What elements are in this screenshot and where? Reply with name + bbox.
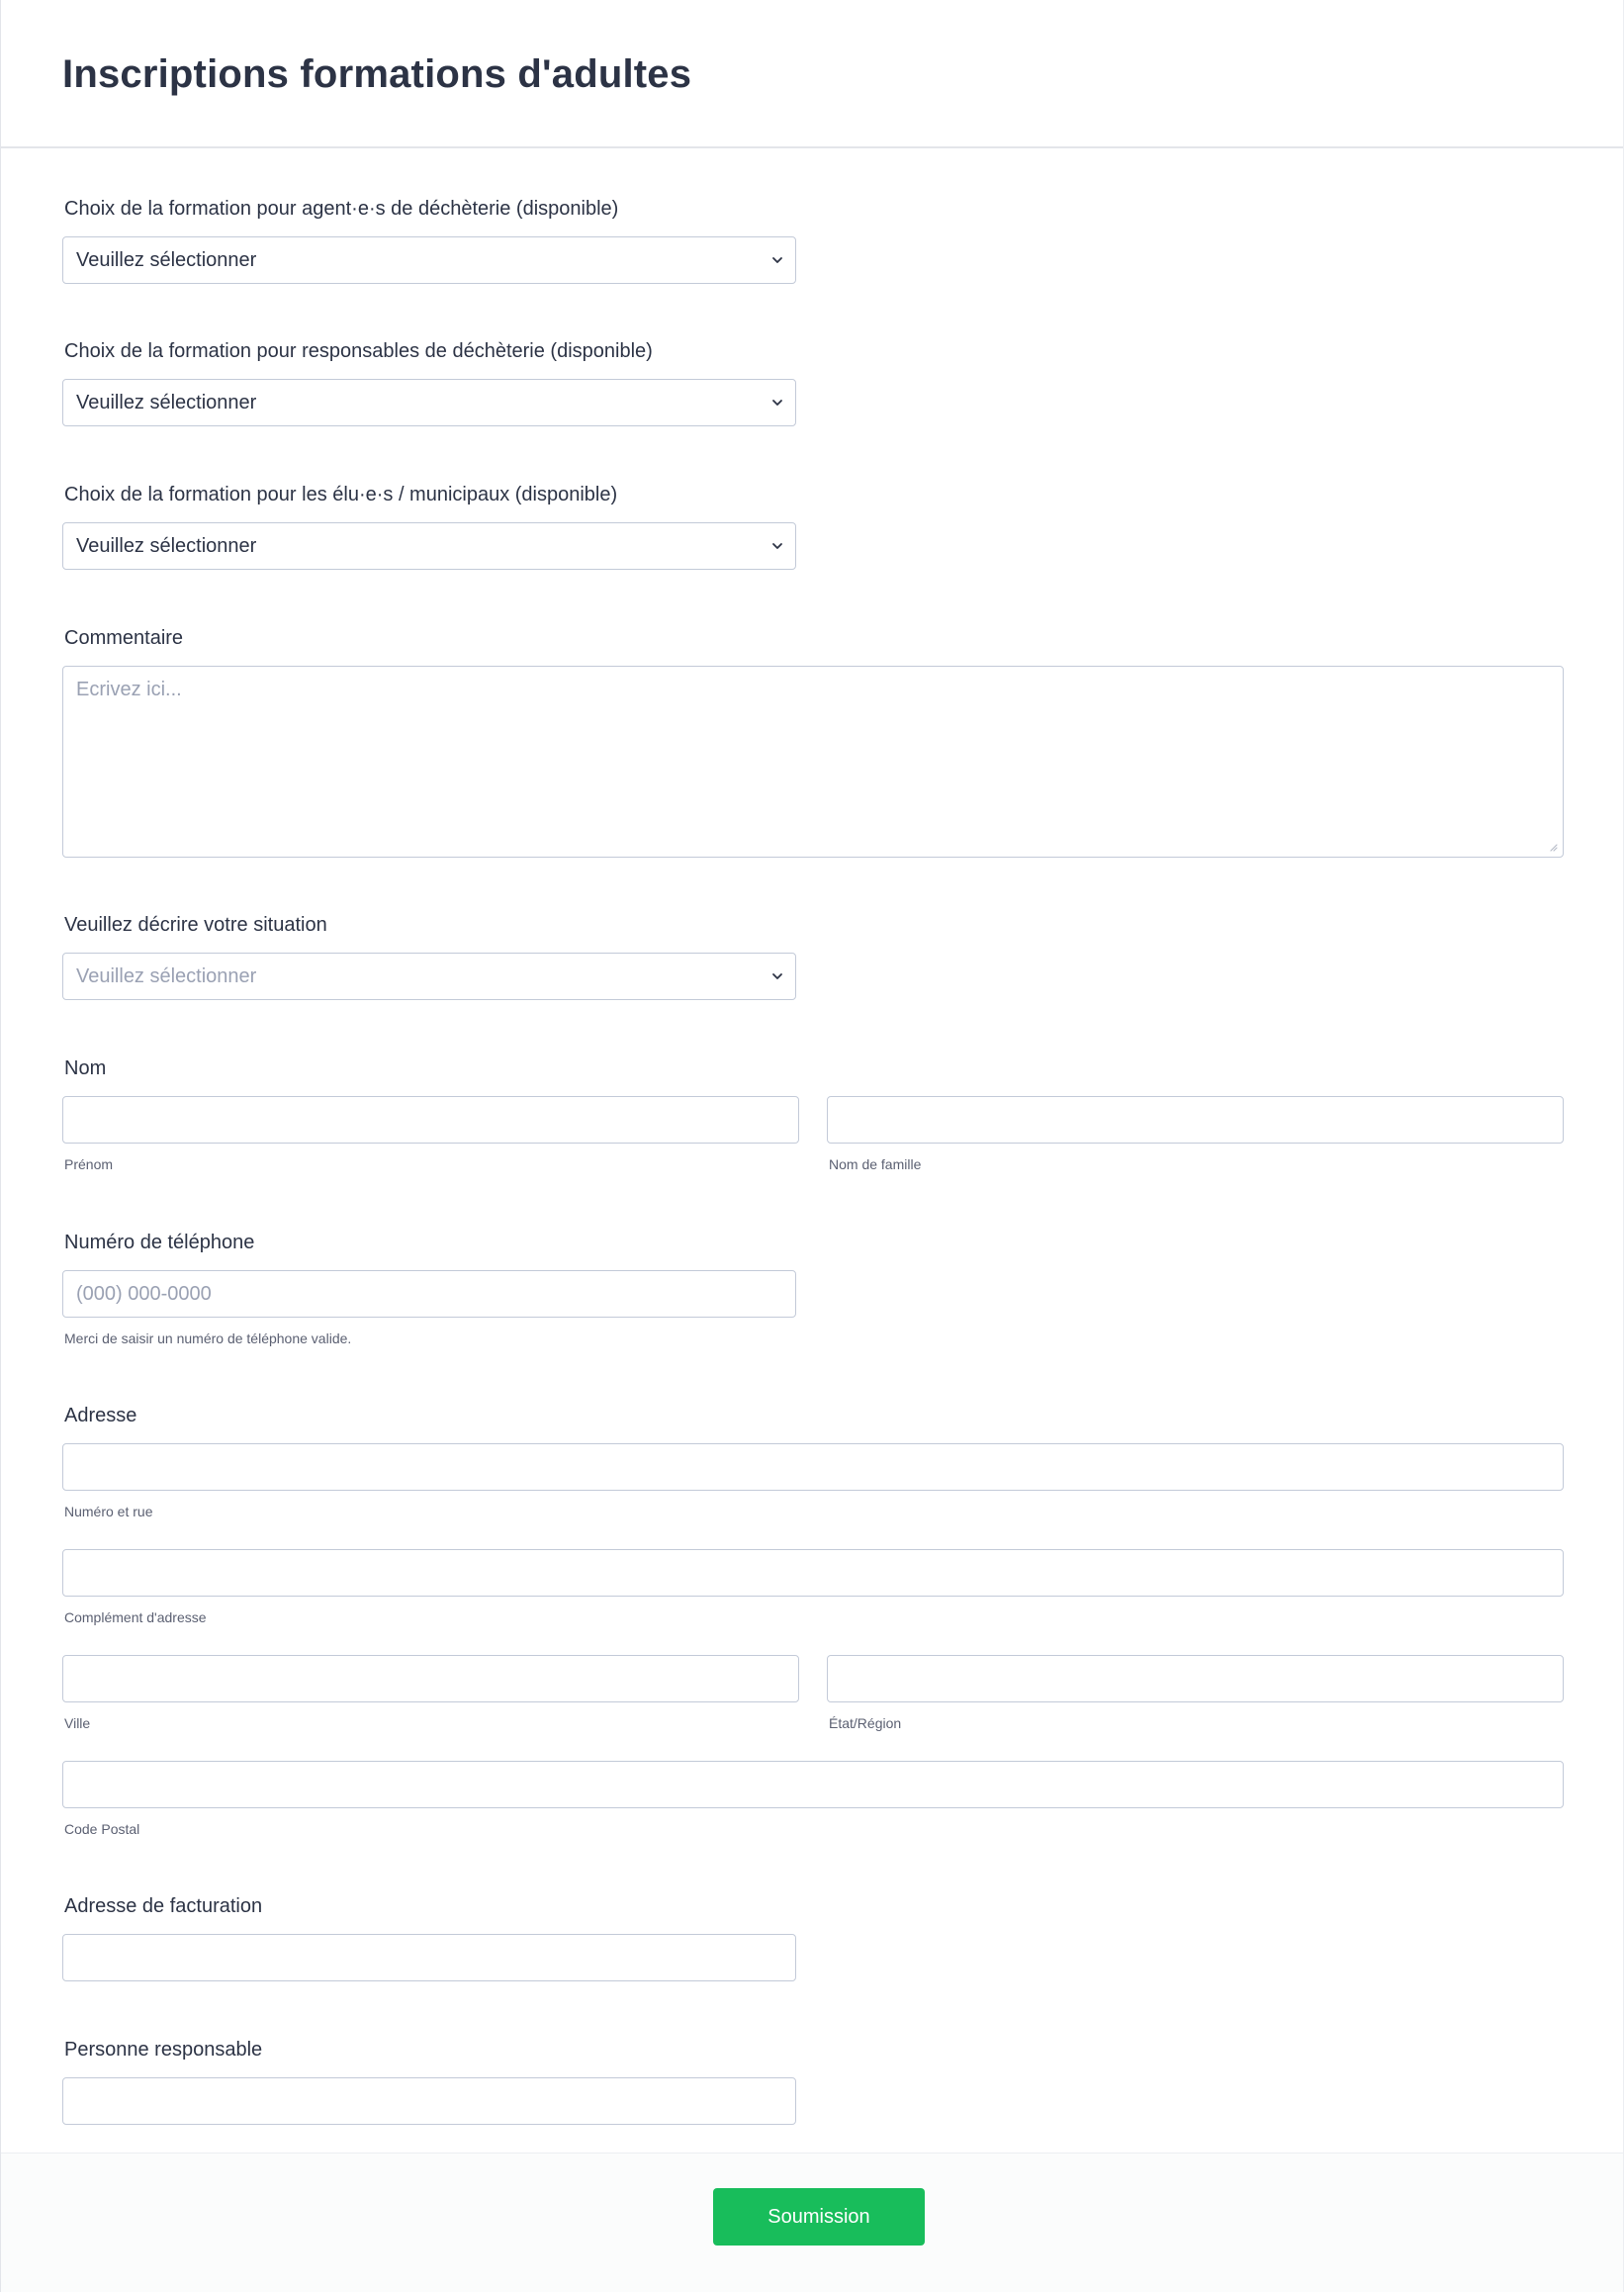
adresse-complement-input[interactable] <box>62 1549 1564 1597</box>
adresse-complement-sublabel: Complément d'adresse <box>64 1609 207 1625</box>
formation-responsables-label: Choix de la formation pour responsables de déchèterie (disponible) <box>64 340 653 362</box>
telephone-label: Numéro de téléphone <box>64 1232 255 1253</box>
ville-sublabel: Ville <box>64 1715 91 1731</box>
commentaire-textarea[interactable] <box>62 666 1564 858</box>
formation-responsables-value: Veuillez sélectionner <box>76 391 257 413</box>
nom-de-famille-input[interactable] <box>827 1096 1564 1144</box>
formation-agents-label: Choix de la formation pour agent·e·s de déchèterie (disponible) <box>64 198 619 220</box>
telephone-sublabel: Merci de saisir un numéro de téléphone valide. <box>64 1330 352 1346</box>
code-postal-sublabel: Code Postal <box>64 1821 140 1837</box>
situation-label: Veuillez décrire votre situation <box>64 914 327 936</box>
formation-elus-select[interactable] <box>62 522 796 570</box>
submit-button[interactable]: Soumission <box>713 2188 925 2246</box>
etat-region-sublabel: État/Région <box>829 1715 902 1731</box>
chevron-down-icon <box>769 968 785 984</box>
formation-agents-value: Veuillez sélectionner <box>76 248 257 271</box>
formation-elus-value: Veuillez sélectionner <box>76 534 257 557</box>
form-footer <box>1 2153 1624 2292</box>
nom-de-famille-sublabel: Nom de famille <box>829 1156 922 1172</box>
prenom-input[interactable] <box>62 1096 799 1144</box>
nom-label: Nom <box>64 1057 107 1079</box>
chevron-down-icon <box>769 395 785 411</box>
prenom-sublabel: Prénom <box>64 1156 114 1172</box>
form-title: Inscriptions formations d'adultes <box>62 52 692 96</box>
facturation-input[interactable] <box>62 1934 796 1981</box>
situation-select[interactable] <box>62 953 796 1000</box>
commentaire-label: Commentaire <box>64 627 184 649</box>
facturation-label: Adresse de facturation <box>64 1895 263 1917</box>
commentaire-wrapper <box>62 666 1564 858</box>
chevron-down-icon <box>769 538 785 554</box>
adresse-rue-input[interactable] <box>62 1443 1564 1491</box>
ville-input[interactable] <box>62 1655 799 1702</box>
telephone-input[interactable] <box>62 1270 796 1318</box>
code-postal-input[interactable] <box>62 1761 1564 1808</box>
formation-agents-select[interactable] <box>62 236 796 284</box>
etat-region-input[interactable] <box>827 1655 1564 1702</box>
resize-grip-icon[interactable] <box>1548 842 1558 852</box>
chevron-down-icon <box>769 252 785 268</box>
formation-responsables-select[interactable] <box>62 379 796 426</box>
form-header <box>1 0 1624 148</box>
adresse-label: Adresse <box>64 1405 137 1426</box>
responsable-input[interactable] <box>62 2077 796 2125</box>
formation-elus-label: Choix de la formation pour les élu·e·s / municipaux (disponible) <box>64 484 618 505</box>
adresse-rue-sublabel: Numéro et rue <box>64 1504 153 1519</box>
responsable-label: Personne responsable <box>64 2039 263 2061</box>
situation-placeholder: Veuillez sélectionner <box>76 964 257 987</box>
